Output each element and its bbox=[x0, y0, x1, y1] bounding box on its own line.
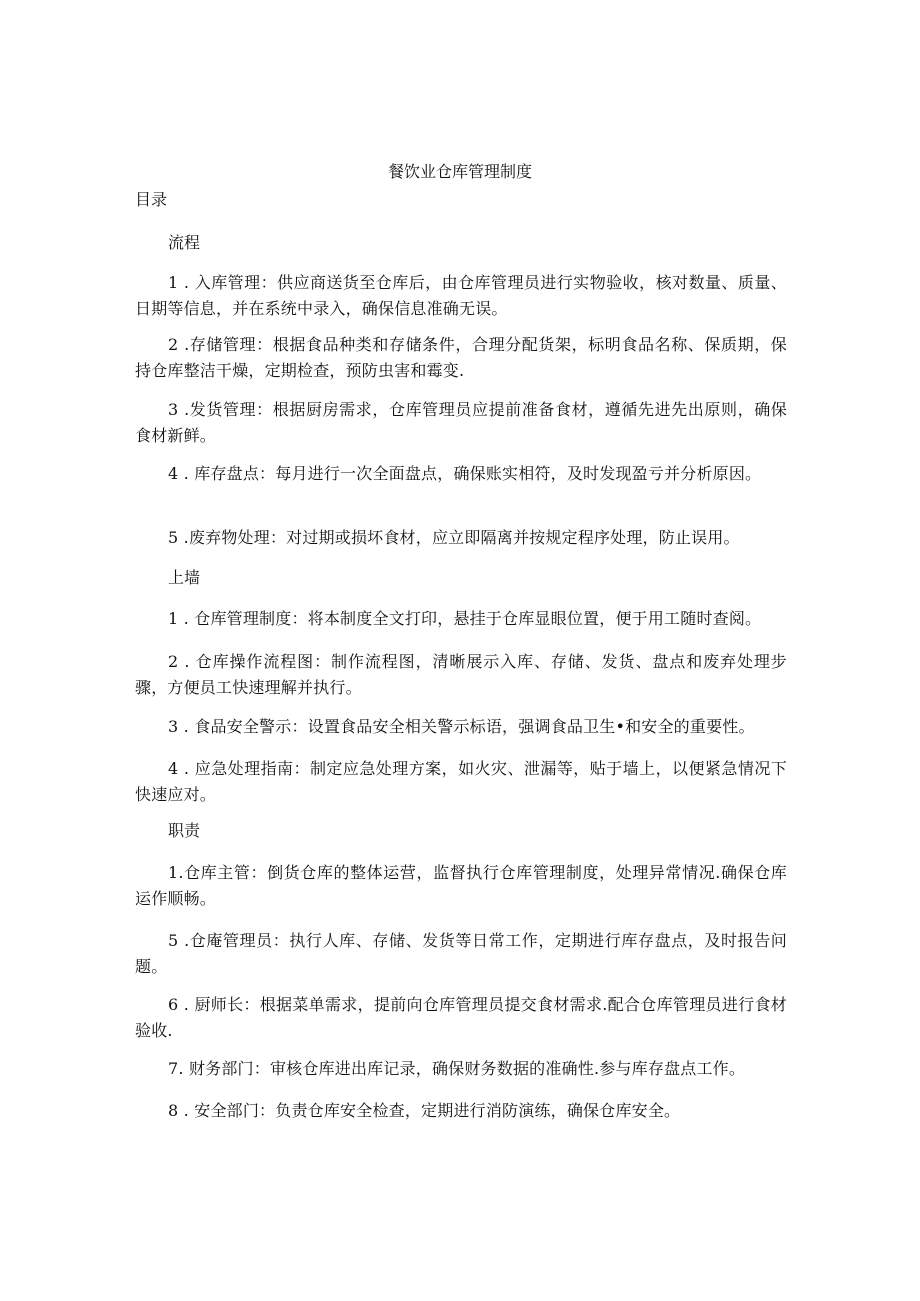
section-heading-duties: 职责 bbox=[168, 821, 201, 840]
process-item-4: 4 . 库存盘点：每月进行一次全面盘点，确保账实相符，及时发现盈亏并分析原因。 bbox=[168, 464, 762, 483]
duties-item-3: 6 . 厨师长：根据菜单需求，提前向仓库管理员提交食材需求.配合仓库管理员进行食材验收. bbox=[135, 995, 787, 1040]
duties-item-5: 8 . 安全部门：负责仓库安全检查，定期进行消防演练，确保仓库安全。 bbox=[168, 1101, 681, 1120]
section-heading-wall: 上墙 bbox=[168, 568, 201, 587]
wall-item-4: 4 . 应急处理指南：制定应急处理方案，如火灾、泄漏等，贴于墙上，以便紧急情况下快速应对。 bbox=[135, 759, 787, 804]
duties-item-4: 7. 财务部门：审核仓库进出库记录，确保财务数据的准确性.参与库存盘点工作。 bbox=[168, 1059, 746, 1078]
process-item-1: 1 . 入库管理：供应商送货至仓库后，由仓库管理员进行实物验收，核对数量、质量、日期等信息，并在系统中录入，确保信息准确无误。 bbox=[135, 273, 787, 318]
section-heading-process: 流程 bbox=[168, 233, 201, 252]
duties-item-2: 5 .仓庵管理员：执行人库、存储、发货等日常工作，定期进行库存盘点，及时报告问题。 bbox=[135, 931, 787, 976]
document-title: 餐饮业仓库管理制度 bbox=[387, 162, 532, 181]
wall-item-2: 2 . 仓库操作流程图：制作流程图，清晰展示入库、存储、发货、盘点和废弃处理步骤，方便员工快速理解并执行。 bbox=[135, 652, 787, 697]
process-item-3: 3 .发货管理：根据厨房需求，仓库管理员应提前准备食材，遵循先进先出原则，确保食材新鲜。 bbox=[135, 400, 787, 445]
duties-item-1: 1.仓库主管：倒货仓库的整体运营，监督执行仓库管理制度，处理异常情况.确保仓库运作顺畅。 bbox=[135, 863, 787, 908]
toc-label: 目录 bbox=[135, 190, 168, 209]
process-item-2: 2 .存储管理：根据食品种类和存储条件，合理分配货架，标明食品名称、保质期，保持仓库整洁干燥，定期检查，预防虫害和霉变. bbox=[135, 335, 787, 380]
wall-item-1: 1 . 仓库管理制度：将本制度全文打印，悬挂于仓库显眼位置，便于用工随时查阅。 bbox=[168, 609, 762, 628]
wall-item-3: 3 . 食品安全警示：设置食品安全相关警示标语，强调食品卫生•和安全的重要性。 bbox=[168, 717, 755, 736]
process-item-5: 5 .废弃物处理：对过期或损坏食材，应立即隔离并按规定程序处理，防止误用。 bbox=[168, 528, 740, 547]
